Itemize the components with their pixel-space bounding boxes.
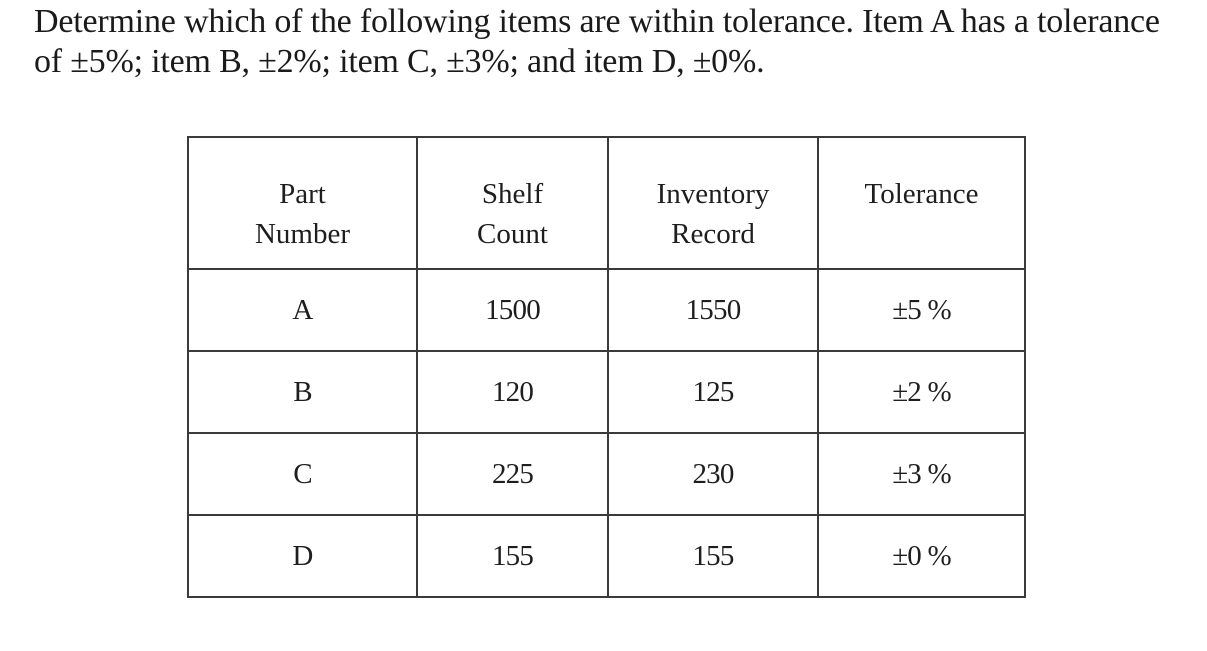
table-row — [188, 269, 1025, 351]
cell-tolerance: ±2 % — [818, 351, 1025, 433]
inventory-table — [187, 136, 1026, 598]
table-row — [188, 433, 1025, 515]
cell-shelf-count: 120 — [417, 351, 608, 433]
header-line: Part — [279, 178, 326, 210]
cell-part-number: C — [188, 433, 417, 515]
cell-tolerance: ±5 % — [818, 269, 1025, 351]
cell-shelf-count: 225 — [417, 433, 608, 515]
cell-inventory-record: 230 — [608, 433, 818, 515]
question-line-2: of ±5%; item B, ±2%; item C, ±3%; and item D, ±0%. — [34, 43, 765, 80]
cell-inventory-record: 125 — [608, 351, 818, 433]
question-text — [34, 2, 1199, 82]
cell-part-number: A — [188, 269, 417, 351]
cell-shelf-count: 1500 — [417, 269, 608, 351]
header-line: Count — [477, 218, 548, 250]
question-line-1: Determine which of the following items are within tolerance. Item A has a tolerance — [34, 3, 1160, 40]
header-line: Record — [671, 218, 755, 250]
header-shelf-count — [417, 137, 608, 269]
header-line: Number — [254, 218, 351, 250]
cell-part-number: B — [188, 351, 417, 433]
table-row — [188, 515, 1025, 597]
cell-inventory-record: 1550 — [608, 269, 818, 351]
cell-inventory-record: 155 — [608, 515, 818, 597]
table-header-row — [188, 137, 1025, 269]
header-part-number — [188, 137, 417, 269]
header-tolerance — [818, 137, 1025, 269]
cell-tolerance: ±3 % — [818, 433, 1025, 515]
header-line: Tolerance — [864, 178, 979, 210]
table-row — [188, 351, 1025, 433]
cell-shelf-count: 155 — [417, 515, 608, 597]
cell-tolerance: ±0 % — [818, 515, 1025, 597]
header-line: Inventory — [656, 178, 770, 210]
header-line: Shelf — [481, 178, 544, 210]
header-inventory-record — [608, 137, 818, 269]
cell-part-number: D — [188, 515, 417, 597]
